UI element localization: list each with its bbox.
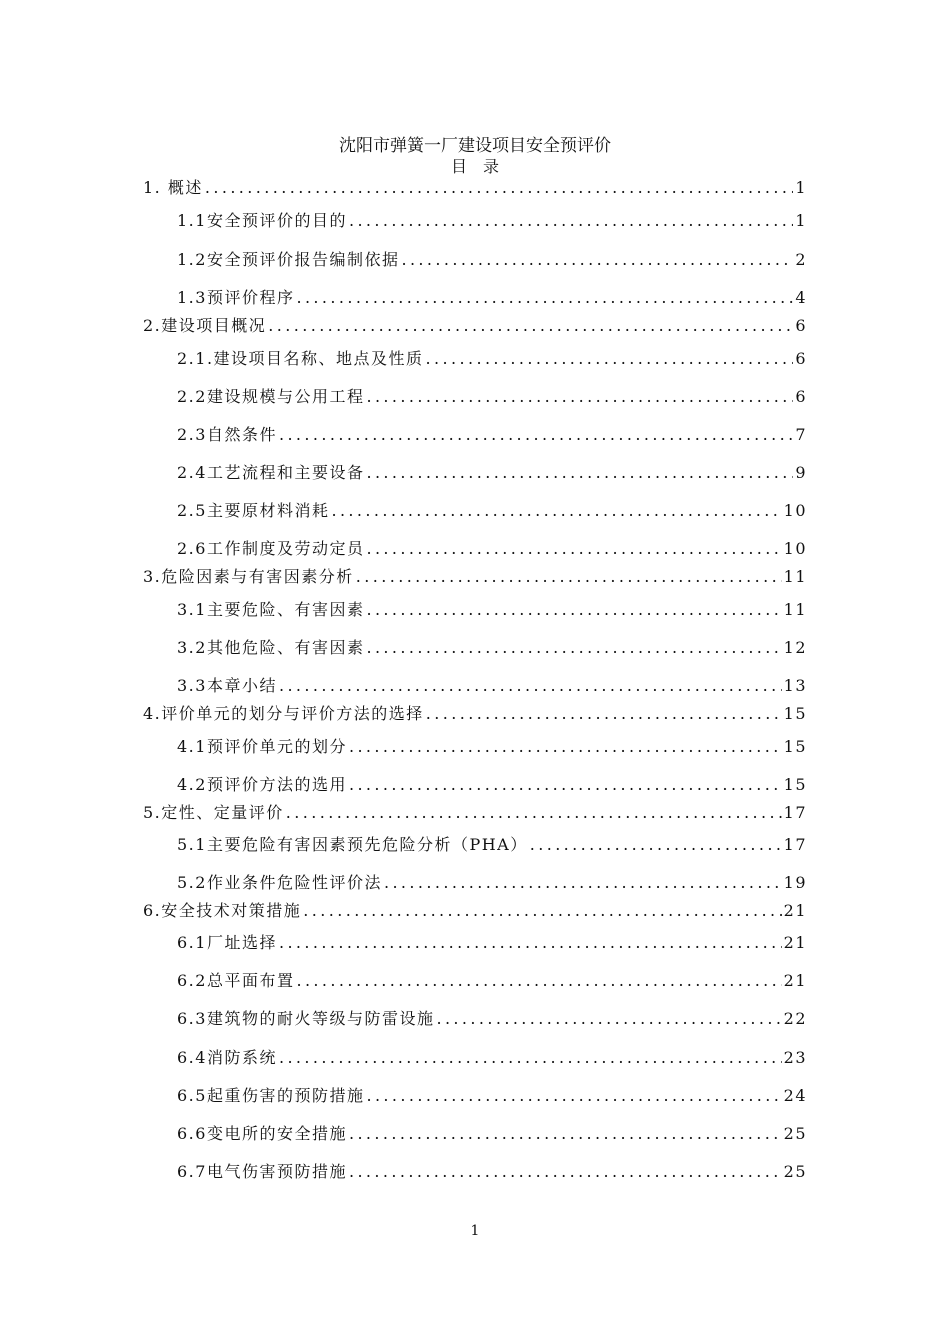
toc-entry-page: 15: [783, 775, 807, 794]
toc-entry-label: 2.建设项目概况: [143, 316, 267, 335]
toc-leader-dots: [279, 1046, 782, 1070]
toc-entry-page: 25: [783, 1162, 807, 1181]
toc-leader-dots: [366, 385, 793, 409]
toc-entry-page: 1: [795, 178, 807, 197]
toc-leader-dots: [366, 461, 793, 485]
toc-leader-dots: [349, 209, 793, 233]
toc-entry-label: 5.1主要危险有害因素预先危险分析（PHA）: [177, 835, 528, 854]
toc-entry[interactable]: [177, 735, 807, 759]
toc-entry-label: 3.3本章小结: [177, 676, 277, 695]
toc-entry[interactable]: [143, 314, 807, 338]
toc-entry-label: 6.1厂址选择: [177, 933, 277, 952]
toc-entry-page: 9: [795, 463, 807, 482]
toc-entry-page: 6: [795, 387, 807, 406]
toc-entry[interactable]: [177, 1122, 807, 1146]
toc-leader-dots: [356, 565, 782, 589]
document-title: 沈阳市弹簧一厂建设项目安全预评价: [339, 136, 611, 156]
toc-entry[interactable]: [143, 565, 807, 589]
toc-entry[interactable]: [177, 833, 807, 857]
toc-entry-label: 5.定性、定量评价: [143, 803, 284, 822]
toc-entry-page: 22: [783, 1009, 807, 1028]
toc-entry-page: 21: [783, 971, 807, 990]
toc-leader-dots: [303, 899, 781, 923]
toc-entry-page: 21: [783, 901, 807, 920]
toc-entry-label: 6.2总平面布置: [177, 971, 295, 990]
toc-leader-dots: [366, 537, 781, 561]
toc-entry-page: 24: [783, 1086, 807, 1105]
toc-leader-dots: [349, 1160, 782, 1184]
toc-entry[interactable]: [143, 176, 807, 200]
toc-entry-label: 4.2预评价方法的选用: [177, 775, 347, 794]
toc-entry[interactable]: [177, 347, 807, 371]
toc-leader-dots: [268, 314, 793, 338]
toc-entry[interactable]: [177, 423, 807, 447]
toc-leader-dots: [349, 735, 782, 759]
toc-entry[interactable]: [177, 209, 807, 233]
toc-entry-page: 11: [783, 567, 807, 586]
toc-entry[interactable]: [177, 461, 807, 485]
toc-entry[interactable]: [143, 702, 807, 726]
toc-entry-page: 15: [783, 704, 807, 723]
toc-entry[interactable]: [143, 899, 807, 923]
toc-entry[interactable]: [177, 537, 807, 561]
toc-entry[interactable]: [177, 1160, 807, 1184]
toc-entry-label: 2.4工艺流程和主要设备: [177, 463, 365, 482]
toc-entry-label: 2.2建设规模与公用工程: [177, 387, 365, 406]
toc-entry[interactable]: [177, 598, 807, 622]
toc-entry-page: 25: [783, 1124, 807, 1143]
toc-entry-label: 6.5起重伤害的预防措施: [177, 1086, 365, 1105]
toc-entry-label: 6.3建筑物的耐火等级与防雷设施: [177, 1009, 435, 1028]
toc-leader-dots: [296, 286, 793, 310]
toc-leader-dots: [426, 347, 794, 371]
toc-leader-dots: [331, 499, 781, 523]
toc-entry-label: 6.7电气伤害预防措施: [177, 1162, 347, 1181]
toc-entry-label: 1.3预评价程序: [177, 288, 295, 307]
toc-entry-page: 11: [783, 600, 807, 619]
toc-leader-dots: [530, 833, 782, 857]
toc-entry-page: 17: [783, 803, 807, 822]
toc-entry-label: 2.5主要原材料消耗: [177, 501, 330, 520]
toc-entry-label: 4.评价单元的划分与评价方法的选择: [143, 704, 424, 723]
toc-leader-dots: [205, 176, 793, 200]
toc-entry[interactable]: [177, 931, 807, 955]
toc-entry-label: 2.3自然条件: [177, 425, 277, 444]
toc-entry-page: 23: [783, 1048, 807, 1067]
toc-leader-dots: [401, 248, 793, 272]
toc-entry-label: 1. 概述: [143, 178, 203, 197]
toc-leader-dots: [426, 702, 782, 726]
toc-leader-dots: [349, 1122, 782, 1146]
toc-entry-page: 13: [783, 676, 807, 695]
toc-entry-page: 12: [783, 638, 807, 657]
toc-entry-page: 19: [783, 873, 807, 892]
toc-entry-label: 1.2安全预评价报告编制依据: [177, 250, 400, 269]
toc-entry[interactable]: [177, 499, 807, 523]
toc-entry[interactable]: [177, 248, 807, 272]
toc-leader-dots: [286, 801, 782, 825]
toc-leader-dots: [279, 931, 782, 955]
toc-leader-dots: [366, 1084, 781, 1108]
toc-entry-label: 6.4消防系统: [177, 1048, 277, 1067]
toc-entry-page: 6: [795, 316, 807, 335]
toc-leader-dots: [279, 674, 782, 698]
toc-entry[interactable]: [177, 969, 807, 993]
toc-leader-dots: [366, 598, 781, 622]
toc-entry-page: 10: [783, 501, 807, 520]
toc-entry-page: 17: [783, 835, 807, 854]
toc-entry[interactable]: [177, 286, 807, 310]
toc-entry-label: 3.2其他危险、有害因素: [177, 638, 365, 657]
toc-entry[interactable]: [177, 773, 807, 797]
toc-entry[interactable]: [177, 871, 807, 895]
toc-entry-label: 6.6变电所的安全措施: [177, 1124, 347, 1143]
toc-entry-page: 1: [795, 211, 807, 230]
toc-entry-label: 3.危险因素与有害因素分析: [143, 567, 354, 586]
toc-entry-page: 2: [795, 250, 807, 269]
toc-entry-label: 6.安全技术对策措施: [143, 901, 302, 920]
toc-entry-label: 1.1安全预评价的目的: [177, 211, 347, 230]
toc-entry-page: 4: [795, 288, 807, 307]
toc-entry-page: 10: [783, 539, 807, 558]
toc-entry-page: 7: [795, 425, 807, 444]
toc-entry[interactable]: [177, 1084, 807, 1108]
toc-heading: 目录: [450, 157, 515, 176]
toc-entry[interactable]: [177, 385, 807, 409]
toc-leader-dots: [384, 871, 782, 895]
toc-leader-dots: [349, 773, 782, 797]
toc-entry[interactable]: [177, 636, 807, 660]
page-number: 1: [470, 1223, 480, 1239]
toc-entry-page: 15: [783, 737, 807, 756]
toc-entry-label: 3.1主要危险、有害因素: [177, 600, 365, 619]
toc-entry-label: 4.1预评价单元的划分: [177, 737, 347, 756]
toc-entry-page: 6: [795, 349, 807, 368]
toc-leader-dots: [279, 423, 793, 447]
toc-entry[interactable]: [177, 1007, 807, 1031]
toc-leader-dots: [296, 969, 781, 993]
toc-entry[interactable]: [177, 674, 807, 698]
toc-entry-label: 5.2作业条件危险性评价法: [177, 873, 382, 892]
toc-entry[interactable]: [177, 1046, 807, 1070]
toc-entry-label: 2.6工作制度及劳动定员: [177, 539, 365, 558]
toc-entry-page: 21: [783, 933, 807, 952]
toc-leader-dots: [436, 1007, 781, 1031]
toc-leader-dots: [366, 636, 781, 660]
toc-entry[interactable]: [143, 801, 807, 825]
toc-entry-label: 2.1.建设项目名称、地点及性质: [177, 349, 424, 368]
